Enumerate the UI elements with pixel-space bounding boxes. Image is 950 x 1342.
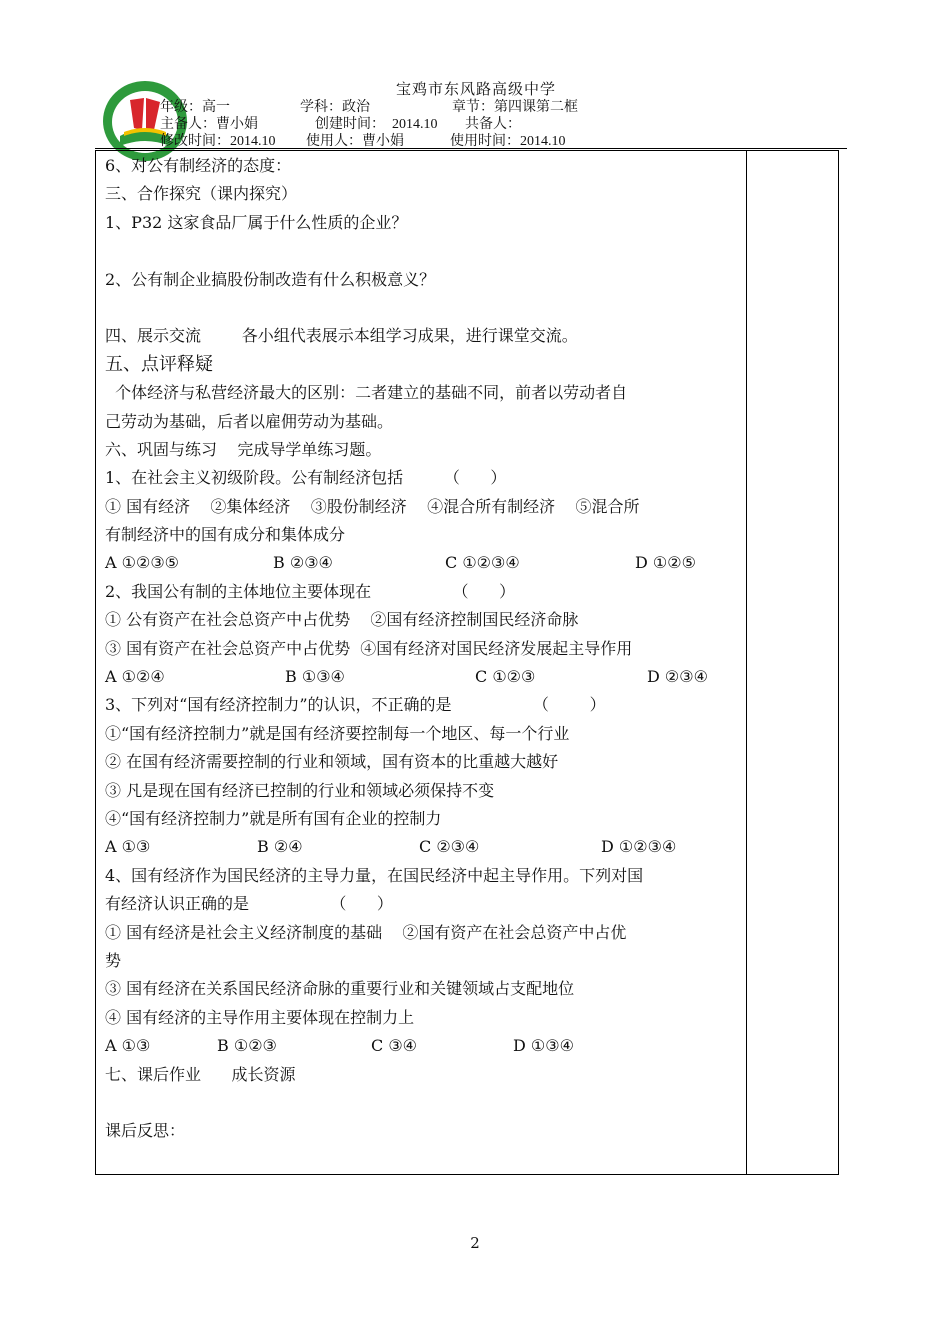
text-line: 个体经济与私营经济最大的区别：二者建立的基础不同，前者以劳动者自 bbox=[105, 383, 628, 403]
q4-statement: 势 bbox=[105, 950, 122, 970]
question-line: 2、公有制企业搞股份制改造有什么积极意义？ bbox=[105, 269, 436, 289]
subject-label: 学科：政治 bbox=[300, 100, 370, 115]
q4-statement: ① 国有经济是社会主义经济制度的基础 ②国有资产在社会总资产中占优 bbox=[105, 922, 627, 942]
lesson-table bbox=[95, 150, 839, 1175]
q4-statement: ④ 国有经济的主导作用主要体现在控制力上 bbox=[105, 1007, 415, 1027]
option-a: A ①③ bbox=[105, 1036, 151, 1056]
q4-options bbox=[105, 1032, 741, 1060]
section-heading: 五、点评释疑 bbox=[105, 353, 213, 375]
q1-statement: 有制经济中的国有成分和集体成分 bbox=[105, 525, 346, 545]
reflection-label: 课后反思： bbox=[105, 1121, 186, 1141]
option-d: D ①②③④ bbox=[601, 837, 677, 857]
page-number: 2 bbox=[470, 1234, 480, 1252]
author-label: 主备人：曹小娟 bbox=[160, 117, 258, 132]
chapter-label: 章节：第四课第二框 bbox=[452, 100, 578, 115]
option-d: D ①③④ bbox=[513, 1036, 574, 1056]
option-a: A ①③ bbox=[105, 837, 151, 857]
option-b: B ①③④ bbox=[285, 667, 345, 687]
lesson-content bbox=[105, 152, 741, 1146]
q2-statement: ① 公有资产在社会总资产中占优势 ②国有经济控制国民经济命脉 bbox=[105, 610, 579, 630]
option-b: B ①②③ bbox=[217, 1036, 277, 1056]
q2-statement: ③ 国有资产在社会总资产中占优势 ④国有经济对国民经济发展起主导作用 bbox=[105, 638, 633, 658]
option-c: C ②③④ bbox=[419, 837, 480, 857]
created-label: 创建时间： 2014.10 bbox=[315, 117, 438, 132]
option-b: B ②③④ bbox=[273, 553, 333, 573]
q4-statement: ③ 国有经济在关系国民经济命脉的重要行业和关键领域占支配地位 bbox=[105, 979, 575, 999]
page-header bbox=[0, 0, 950, 160]
text-line: 己劳动为基础，后者以雇佣劳动为基础。 bbox=[105, 411, 394, 431]
section-heading: 三、合作探究（课内探究） bbox=[105, 184, 298, 204]
co-author-label: 共备人： bbox=[465, 117, 521, 132]
q3-statement: ③ 凡是现在国有经济已控制的行业和领域必须保持不变 bbox=[105, 780, 495, 800]
q4-stem: 4、国有经济作为国民经济的主导力量，在国民经济中起主导作用。下列对国 bbox=[105, 865, 644, 885]
q3-options bbox=[105, 833, 741, 861]
option-a: A ①②③⑤ bbox=[105, 553, 180, 573]
q3-statement: ② 在国有经济需要控制的行业和领域，国有资本的比重越大越好 bbox=[105, 752, 559, 772]
option-c: C ③④ bbox=[371, 1036, 418, 1056]
section-heading: 七、课后作业 成长资源 bbox=[105, 1064, 296, 1084]
user-label: 使用人：曹小娟 bbox=[306, 134, 404, 149]
option-c: C ①②③ bbox=[475, 667, 536, 687]
option-d: D ②③④ bbox=[647, 667, 708, 687]
school-name: 宝鸡市东风路高级中学 bbox=[396, 80, 557, 98]
q2-stem: 2、我国公有制的主体地位主要体现在 （ ） bbox=[105, 581, 516, 601]
grade-label: 年级：高一 bbox=[160, 100, 230, 115]
q3-stem: 3、下列对“国有经济控制力”的认识，不正确的是 （ ） bbox=[105, 695, 606, 715]
column-divider bbox=[746, 151, 747, 1174]
section-heading: 六、巩固与练习 完成导学单练习题。 bbox=[105, 439, 382, 459]
q3-statement: ④“国有经济控制力”就是所有国有企业的控制力 bbox=[105, 808, 442, 828]
option-a: A ①②④ bbox=[105, 667, 165, 687]
text-line: 6、对公有制经济的态度： bbox=[105, 156, 292, 175]
header-rule bbox=[95, 148, 847, 149]
q1-options bbox=[105, 549, 741, 577]
option-c: C ①②③④ bbox=[445, 553, 520, 573]
modified-label: 修改时间：2014.10 bbox=[160, 134, 276, 149]
option-d: D ①②⑤ bbox=[635, 553, 696, 573]
option-b: B ②④ bbox=[257, 837, 303, 857]
header-row-3 bbox=[160, 130, 566, 150]
section-heading: 四、展示交流 各小组代表展示本组学习成果，进行课堂交流。 bbox=[105, 326, 578, 346]
q2-options bbox=[105, 663, 741, 691]
q1-stem: 1、在社会主义初级阶段。公有制经济包括 （ ） bbox=[105, 468, 507, 488]
q4-stem: 有经济认识正确的是 （ ） bbox=[105, 894, 393, 914]
use-time-label: 使用时间：2014.10 bbox=[450, 134, 566, 149]
q1-statement: ① 国有经济 ②集体经济 ③股份制经济 ④混合所有制经济 ⑤混合所 bbox=[105, 496, 640, 516]
question-line: 1、P32 这家食品厂属于什么性质的企业？ bbox=[105, 212, 408, 232]
q3-statement: ①“国有经济控制力”就是国有经济要控制每一个地区、每一个行业 bbox=[105, 723, 570, 743]
